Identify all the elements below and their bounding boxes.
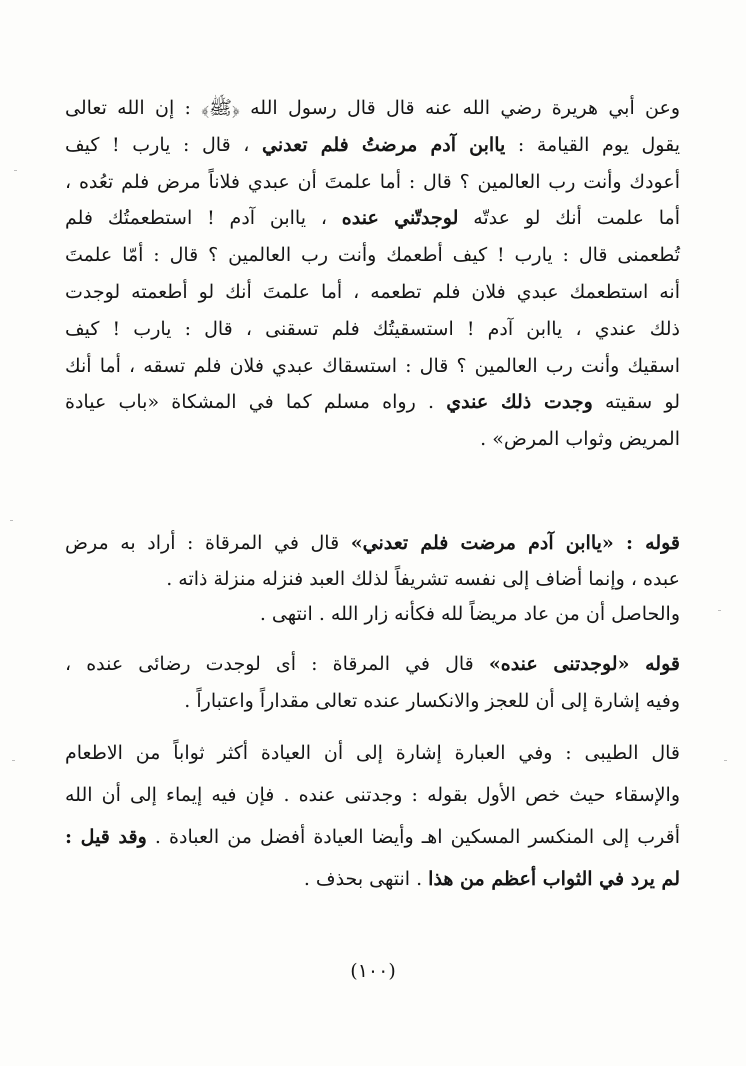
text-run: قال في المرقاة : أى لوجدت رضائى عنده ،: [65, 653, 489, 675]
bold-text-run: «لوجدتنى عنده»: [488, 653, 630, 675]
text-line: [65, 237, 680, 273]
bold-text-run: «ياابن آدم مرضت فلم تعدني»: [350, 532, 614, 554]
text-line: [65, 596, 680, 632]
text-line: [65, 735, 680, 771]
text-run: قال في المرقاة : أراد به مرض: [65, 532, 351, 554]
text-run: لو سقيته: [592, 391, 681, 414]
text-run: . انتهى بحذف .: [303, 868, 429, 890]
text-run: أعودك وأنت رب العالمين ؟ قال : أما علمتَ أن عبدي فلاناً مرض فلم تعُده ،: [65, 170, 680, 193]
text-line: [65, 421, 680, 457]
text-run: ، قال : يارب ! كيف: [65, 133, 262, 156]
bold-text-run: ياابن آدم مرضتُ فلم تعدني: [261, 133, 506, 156]
text-line: [65, 777, 680, 813]
text-line: [65, 127, 680, 163]
text-run: ، ياابن آدم ! استطعمتُك فلم: [65, 207, 342, 230]
text-line: [65, 384, 680, 420]
text-line: [65, 164, 680, 200]
scan-speck: [718, 610, 721, 611]
text-run: المريض وثواب المرض» .: [480, 428, 680, 451]
text-run: والإسقاء حيث خص الأول بقوله : وجدتنى عنده . فإن فيه إيماء إلى أن الله: [65, 784, 680, 806]
scan-speck: [10, 520, 13, 521]
bold-text-run: وقد قيل :: [65, 826, 147, 848]
text-line: [65, 311, 680, 347]
text-run: . رواه مسلم كما في المشكاة «باب عيادة: [65, 391, 447, 414]
text-run: اسقيك وأنت رب العالمين ؟ قال : استسقاك عبدي فلان فلم تسقه ، أما أنك: [65, 354, 680, 377]
text-run: قال الطيبى : وفي العبارة إشارة إلى أن العيادة أكثر ثواباً من الاطعام: [65, 742, 680, 764]
text-line: [65, 348, 680, 384]
text-line: [65, 819, 680, 855]
scan-speck: [14, 170, 17, 171]
scan-speck: [12, 760, 15, 761]
text-run: والحاصل أن من عاد مريضاً لله فكأنه زار الله . انتهى .: [259, 603, 680, 625]
text-run: أقرب إلى المنكسر المسكين اهـ وأيضا العيادة أفضل من العبادة .: [146, 826, 680, 848]
text-run: ذلك عندي ، ياابن آدم ! استسقيتُك فلم تسقنى ، قال : يارب ! كيف: [65, 317, 680, 340]
text-run: وفيه إشارة إلى أن للعجز والانكسار عنده تعالى مقداراً واعتباراً .: [184, 690, 680, 712]
bold-text-run: لوجدتّني عنده: [341, 207, 459, 230]
text-line: [65, 683, 680, 719]
text-run: أما علمت أنك لو عدتّه: [458, 207, 680, 230]
bold-text-run: قوله: [629, 653, 680, 675]
text-run: تُطعمنى قال : يارب ! كيف أطعمك وأنت رب العالمين ؟ قال : أمّا علمتَ: [65, 244, 680, 267]
text-line: [65, 861, 680, 897]
bold-text-run: وجدت ذلك عندي: [446, 391, 593, 414]
text-run: عبده ، وإنما أضاف إلى نفسه تشريفاً لذلك العبد فنزله منزلة ذاته .: [166, 568, 680, 590]
text-run: وعن أبي هريرة رضي الله عنه قال قال رسول الله ﴿ﷺ﴾ : إن الله تعالى: [65, 97, 680, 119]
text-line: [65, 646, 680, 682]
text-run: أنه استطعمك عبدي فلان فلم تطعمه ، أما علمتَ أنك لو أطعمته لوجدت: [65, 281, 680, 303]
scan-speck: [724, 760, 727, 761]
text-line: [65, 561, 680, 597]
text-run: يقول يوم القيامة :: [505, 133, 680, 156]
text-line: [65, 525, 680, 561]
bold-text-run: قوله :: [613, 532, 681, 554]
text-line: [65, 90, 680, 126]
page-number: (١٠٠): [350, 960, 396, 982]
text-line: [65, 274, 680, 310]
bold-text-run: لم يرد في الثواب أعظم من هذا: [428, 868, 680, 890]
text-line: [65, 200, 680, 236]
